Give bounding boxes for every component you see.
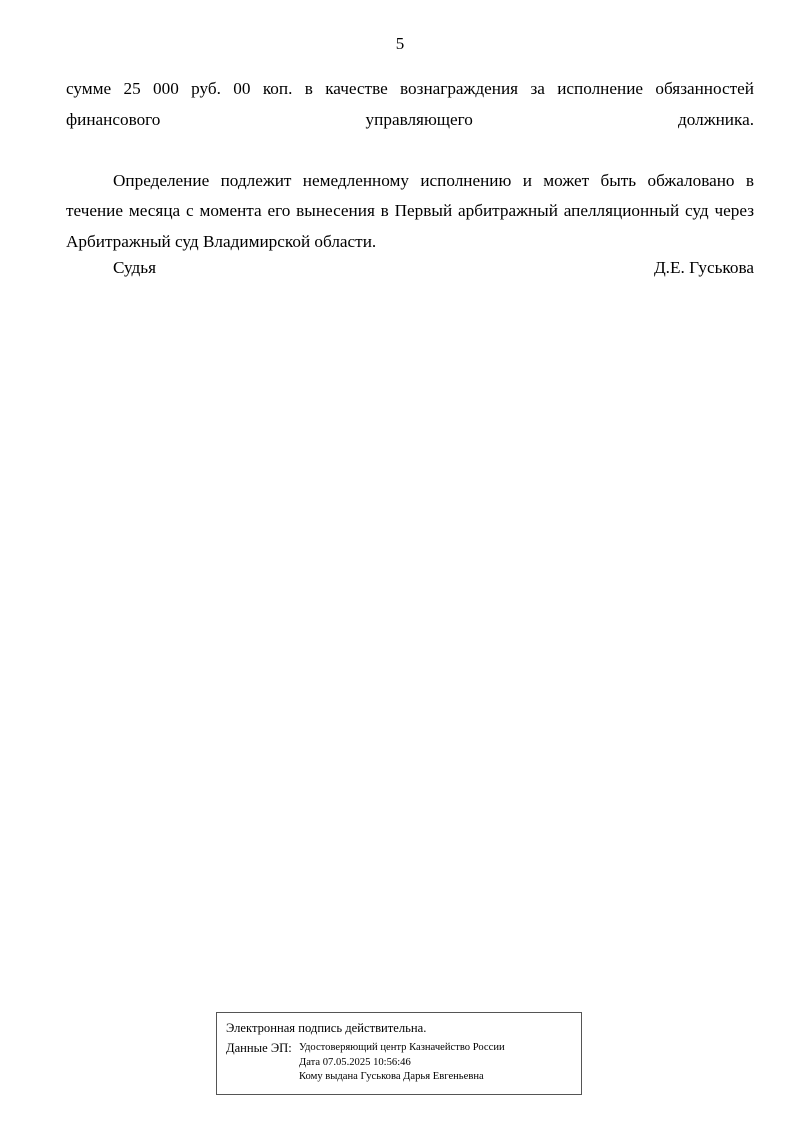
paragraph-continuation: сумме 25 000 руб. 00 коп. в качестве вознаграждения за исполнение обязанностей финансового управляющего должника. (66, 79, 754, 129)
esign-validity-text: Электронная подпись действительна. (226, 1021, 427, 1035)
page-number: 5 (395, 34, 405, 53)
esign-issued-to: Кому выдана Гуськова Дарья Евгеньевна (299, 1071, 484, 1082)
signature-name: Д.Е. Гуськова (653, 258, 754, 277)
esign-data-label: Данные ЭП: (226, 1041, 292, 1055)
esign-details (299, 1041, 505, 1085)
signature-block (66, 256, 754, 280)
signature-role: Судья (113, 258, 157, 277)
paragraph-appeal: Определение подлежит немедленному исполнению и может быть обжаловано в течение месяца с момента его вынесения в Первый арбитражный апелляционный суд через Арбитражный суд Владимирской области. (66, 170, 754, 251)
electronic-signature-stamp (216, 1012, 582, 1095)
document-body (66, 74, 754, 257)
esign-authority: Удостоверяющий центр Казначейство России (299, 1042, 505, 1053)
esign-date: Дата 07.05.2025 10:56:46 (299, 1056, 411, 1068)
